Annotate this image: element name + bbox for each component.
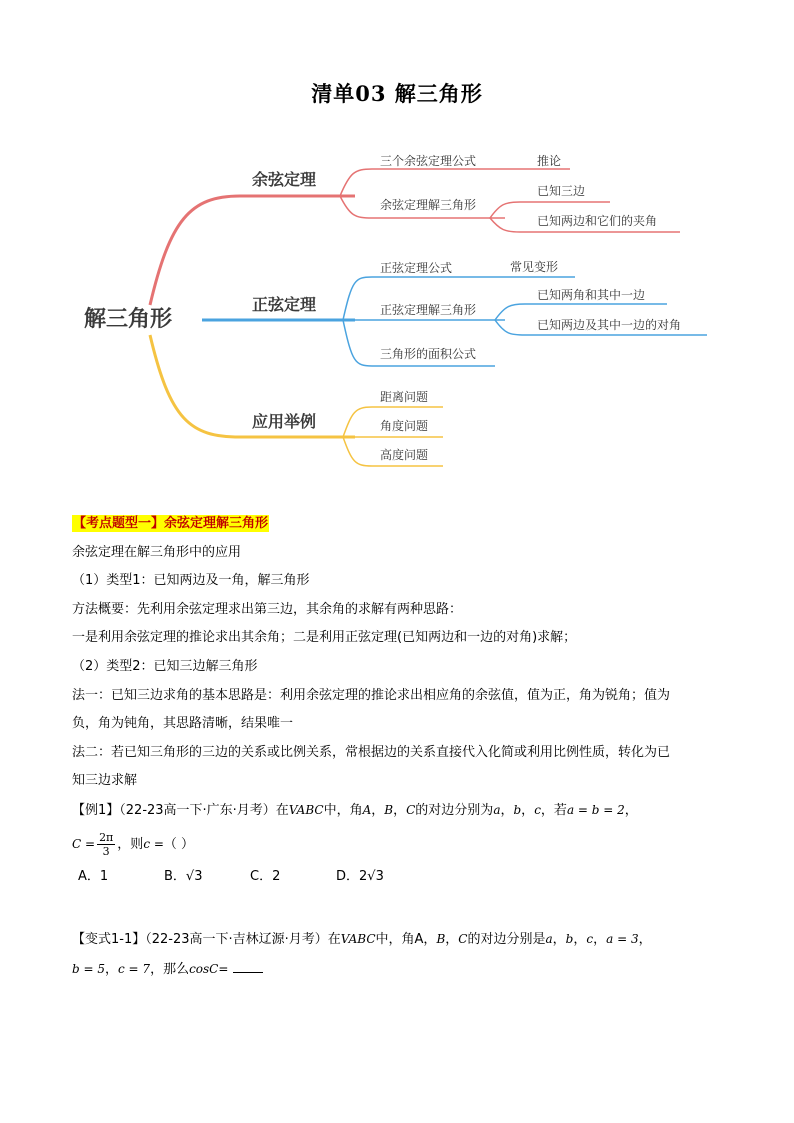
leaf-sine-two-angles-side: 已知两角和其中一边 bbox=[537, 288, 646, 302]
content-body bbox=[72, 510, 732, 984]
text: ， bbox=[624, 802, 638, 818]
math-value: b = 5 bbox=[72, 961, 105, 976]
math-value: c = 7 bbox=[118, 961, 151, 976]
paragraph: （1）类型1：已知两边及一角，解三角形 bbox=[72, 573, 310, 589]
leaf-sine-solve: 正弦定理解三角形 bbox=[380, 303, 477, 317]
leaf-cosine-formulas: 三个余弦定理公式 bbox=[380, 154, 477, 168]
branch-label-applications: 应用举例 bbox=[252, 412, 317, 431]
paragraph: 法一：已知三边求角的基本思路是：利用余弦定理的推论求出相应角的余弦值，值为正，角为锐角；值为 bbox=[72, 687, 671, 703]
leaf-sine-formula: 正弦定理公式 bbox=[380, 261, 453, 275]
paragraph: 一是利用余弦定理的推论求出其余角；二是利用正弦定理(已知两边和一边的对角)求解； bbox=[72, 630, 577, 646]
variant-1-1-stem-cont: b = 5，c = 7，那么cosC= bbox=[72, 955, 732, 985]
leaf-app-angle: 角度问题 bbox=[380, 419, 429, 433]
mindmap-root-label: 解三角形 bbox=[84, 307, 173, 332]
math-ask-var: c = bbox=[143, 836, 164, 851]
leaf-sine-two-sides-opposite: 已知两边及其中一边的对角 bbox=[537, 318, 682, 332]
math-var: C bbox=[458, 932, 468, 947]
branch-link-cosine-1 bbox=[340, 169, 570, 196]
answer-paren: （ ） bbox=[163, 836, 195, 852]
math-var: c bbox=[586, 932, 594, 947]
mind-map bbox=[0, 130, 794, 480]
leaf-sine-variants: 常见变形 bbox=[510, 260, 559, 274]
text: 的对边分别为 bbox=[415, 802, 494, 818]
math-angle-lhs: C = bbox=[72, 836, 96, 851]
example-1-stem-cont bbox=[72, 826, 732, 863]
math-var: C bbox=[406, 802, 416, 817]
answer-blank[interactable] bbox=[233, 960, 263, 973]
option-b[interactable]: B．√3 bbox=[164, 868, 203, 884]
fraction-numerator: 2π bbox=[99, 830, 114, 844]
option-c[interactable]: C．2 bbox=[250, 868, 281, 884]
fraction-denominator: 3 bbox=[102, 844, 110, 858]
leaf-sine-area: 三角形的面积公式 bbox=[380, 347, 477, 361]
paragraph: 余弦定理在解三角形中的应用 bbox=[72, 544, 242, 560]
math-triangle: VABC bbox=[288, 802, 324, 817]
paragraph: 知三边求解 bbox=[72, 773, 138, 789]
example-1-prefix: 【例1】（22-23高一下·广东·月考）在 bbox=[72, 802, 289, 818]
math-var: a bbox=[545, 932, 553, 947]
paragraph: （2）类型2：已知三边解三角形 bbox=[72, 658, 258, 674]
leaf-cosine-solve: 余弦定理解三角形 bbox=[380, 198, 477, 212]
text: 中，角A， bbox=[375, 932, 437, 948]
variant-prefix: 【变式1-1】（22-23高一下·吉林辽源·月考）在 bbox=[72, 932, 341, 948]
leaf-cosine-two-sides-angle: 已知两边和它们的夹角 bbox=[537, 214, 658, 228]
math-var: c bbox=[534, 802, 541, 817]
paragraph: 负，角为钝角，其思路清晰，结果唯一 bbox=[72, 716, 294, 732]
math-var: A bbox=[362, 802, 372, 817]
math-var: b bbox=[565, 932, 574, 947]
leaf-cosine-corollary: 推论 bbox=[537, 154, 562, 168]
math-value: a = 3 bbox=[606, 932, 639, 947]
option-a[interactable]: A．1 bbox=[78, 868, 109, 884]
option-d[interactable]: D．2√3 bbox=[336, 868, 384, 884]
example-1-options bbox=[72, 863, 732, 892]
text: 中，角 bbox=[323, 802, 363, 818]
leaf-cosine-three-sides: 已知三边 bbox=[537, 184, 586, 198]
paragraph: 法二：若已知三角形的三边的关系或比例关系，常根据边的关系直接代入化简或利用比例性质，转化为已 bbox=[72, 744, 671, 760]
math-condition: a = b = 2 bbox=[566, 802, 625, 817]
math-var: b bbox=[513, 802, 522, 817]
example-1-stem: 【例1】（22-23高一下·广东·月考）在VABC中，角A，B，C的对边分别为a，b，c，若a = b = 2， bbox=[72, 802, 638, 818]
leaf-app-distance: 距离问题 bbox=[380, 390, 429, 404]
section-heading: 【考点题型一】余弦定理解三角形 bbox=[73, 516, 269, 531]
math-var: B bbox=[384, 802, 394, 817]
text: ，若 bbox=[540, 802, 567, 818]
math-triangle: VABC bbox=[340, 932, 376, 947]
math-var: a bbox=[493, 802, 501, 817]
text: ，则 bbox=[117, 836, 144, 852]
section-heading-line bbox=[72, 510, 732, 539]
math-ask-expr: cosC= bbox=[189, 961, 229, 976]
math-fraction bbox=[97, 831, 115, 858]
branch-label-sine: 正弦定理 bbox=[252, 295, 317, 314]
paragraph: 方法概要：先利用余弦定理求出第三边，其余角的求解有两种思路： bbox=[72, 601, 463, 617]
leaf-app-height: 高度问题 bbox=[380, 448, 429, 462]
branch-connector-cosine bbox=[150, 196, 355, 305]
page-title: 清单03 解三角形 bbox=[311, 81, 483, 106]
variant-1-1-stem: 【变式1-1】（22-23高一下·吉林辽源·月考）在VABC中，角A，B，C的对边分别是a，b，c，a = 3， bbox=[72, 932, 652, 948]
text: 的对边分别是 bbox=[467, 932, 546, 948]
text: ，那么 bbox=[150, 961, 190, 977]
branch-label-cosine: 余弦定理 bbox=[252, 170, 317, 189]
math-var: B bbox=[436, 932, 446, 947]
